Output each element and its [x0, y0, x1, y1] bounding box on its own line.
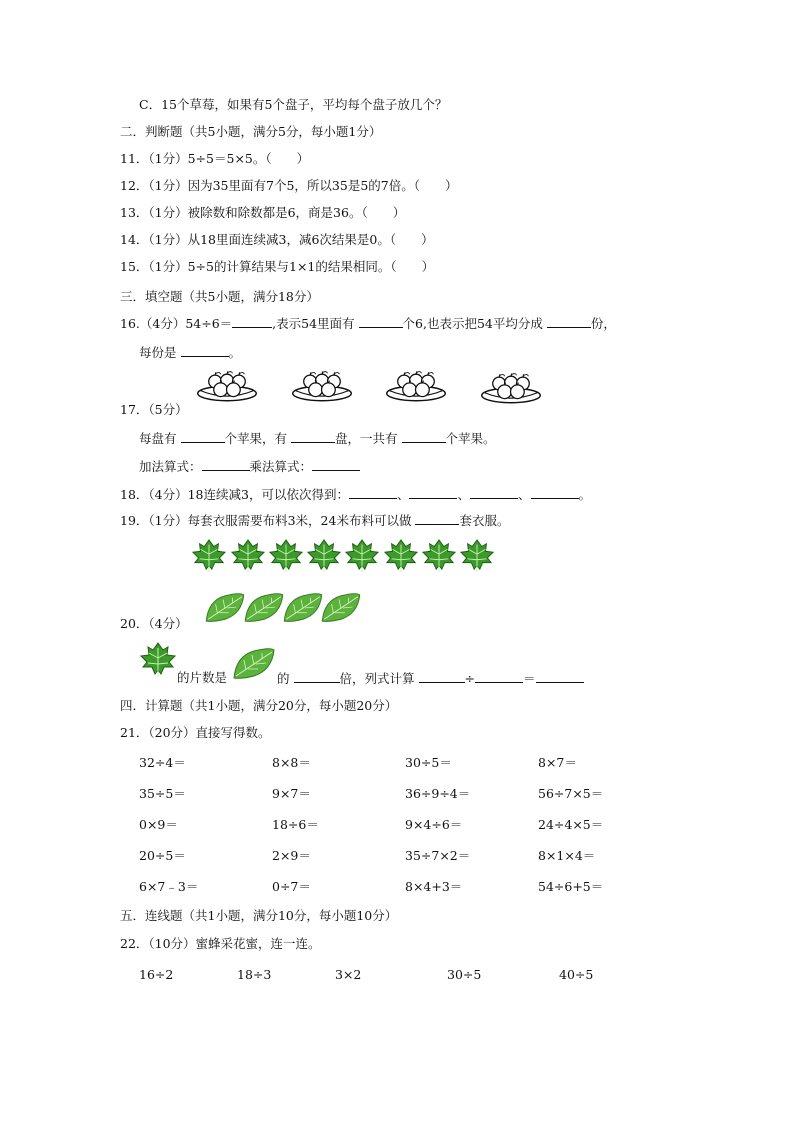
- q20-text-b: 的: [277, 671, 290, 686]
- question-15: 15．（1分）5÷5的计算结果与1×1的结果相同。（ ）: [120, 259, 435, 274]
- q16-text-d: 份，: [590, 316, 616, 331]
- q17-blank-add[interactable]: [202, 458, 250, 471]
- question-12: 12．（1分）因为35里面有7个5，所以35是5的7倍。（ ）: [120, 178, 458, 193]
- calc-item: 8×8＝: [272, 755, 311, 770]
- calc-item: 18÷6＝: [272, 817, 319, 832]
- question-21: 21．（20分）直接写得数。: [120, 725, 271, 740]
- oval-leaf-icon: [282, 593, 324, 623]
- calc-item: 32÷4＝: [139, 755, 186, 770]
- maple-leaf-icon: [307, 539, 341, 573]
- calc-item: 20÷5＝: [139, 848, 186, 863]
- question-22: 22．（10分）蜜蜂采花蜜，连一连。: [120, 936, 321, 951]
- q20-blank-4[interactable]: [536, 670, 584, 683]
- match-item[interactable]: 16÷2: [139, 967, 174, 982]
- section-4-title: 四．计算题（共1小题，满分20分，每小题20分）: [120, 698, 398, 713]
- q20-text-a: 的片数是: [177, 670, 228, 685]
- maple-leaf-icon: [460, 539, 494, 573]
- q18-blank-2[interactable]: [409, 486, 457, 499]
- maple-leaf-icon: [384, 539, 418, 573]
- match-item[interactable]: 18÷3: [237, 967, 272, 982]
- calc-item: 2×9＝: [272, 848, 311, 863]
- q19-text-a: 19．（1分）每套衣服需要布料3米，24米布料可以做: [120, 513, 412, 528]
- maple-leaf-icon: [345, 539, 379, 573]
- question-20-line: [277, 670, 584, 687]
- q17-blank-1[interactable]: [181, 430, 225, 443]
- calc-item: 56÷7×5＝: [538, 786, 604, 801]
- question-17-line-2: [139, 458, 360, 475]
- q17-blank-3[interactable]: [402, 430, 446, 443]
- q16-text-a: 16.（4分）54÷6＝: [120, 316, 233, 331]
- oval-leaf-icon: [232, 648, 276, 680]
- question-18: [120, 486, 591, 503]
- q16-text-e: 每份是: [139, 345, 177, 360]
- maple-leaf-icon: [422, 539, 456, 573]
- q16-blank-1[interactable]: [232, 315, 272, 328]
- question-13: 13．（1分）被除数和除数都是6，商是36。（ ）: [120, 205, 406, 220]
- question-17-label: 17．（5分）: [120, 402, 188, 417]
- calc-item: 6×7﹣3＝: [139, 879, 199, 894]
- calc-item: 35÷5＝: [139, 786, 186, 801]
- q16-text-f: 。: [228, 345, 242, 360]
- match-item[interactable]: 30÷5: [447, 967, 482, 982]
- apple-plate-icon: [384, 370, 448, 404]
- calc-item: 9×4÷6＝: [405, 817, 463, 832]
- match-item[interactable]: 3×2: [335, 967, 362, 982]
- calc-item: 30÷5＝: [405, 755, 452, 770]
- q20-div: ÷: [464, 671, 475, 686]
- q18-blank-3[interactable]: [470, 486, 518, 499]
- calc-item: 36÷9÷4＝: [405, 786, 471, 801]
- oval-leaf-icon: [320, 593, 362, 623]
- apple-plate-icon: [195, 370, 259, 404]
- q16-blank-3[interactable]: [547, 315, 591, 328]
- q19-blank[interactable]: [415, 512, 459, 525]
- calc-item: 0÷7＝: [272, 879, 311, 894]
- question-11: 11．（1分）5÷5＝5×5。（ ）: [120, 151, 310, 166]
- q17-text-f: 乘法算式：: [249, 459, 313, 474]
- maple-leaf-icon: [269, 539, 303, 573]
- q18-blank-4[interactable]: [531, 486, 579, 499]
- section-2-title: 二．判断题（共5小题，满分5分，每小题1分）: [120, 124, 382, 139]
- apple-plate-icon: [290, 370, 354, 404]
- calc-item: 54÷6+5＝: [538, 879, 604, 894]
- q18-blank-1[interactable]: [349, 486, 397, 499]
- section-5-title: 五．连线题（共1小题，满分10分，每小题10分）: [120, 908, 398, 923]
- q16-blank-4[interactable]: [181, 344, 229, 357]
- calc-item: 35÷7×2＝: [405, 848, 471, 863]
- question-20-label: 20．（4分）: [120, 616, 188, 631]
- q17-text-e: 加法算式：: [139, 459, 202, 474]
- q16-text-c: 个6,也表示把54平均分成: [402, 316, 543, 331]
- q20-blank-2[interactable]: [419, 670, 465, 683]
- q19-text-b: 套衣服。: [459, 513, 510, 528]
- section-3-title: 三．填空题（共5小题，满分18分）: [120, 289, 319, 304]
- q17-text-b: 个苹果，有: [224, 431, 288, 446]
- option-c: C．15个草莓，如果有5个盘子，平均每个盘子放几个？: [139, 97, 448, 112]
- q20-blank-3[interactable]: [475, 670, 523, 683]
- question-14: 14．（1分）从18里面连续减3，减6次结果是0。（ ）: [120, 232, 434, 247]
- calc-item: 9×7＝: [272, 786, 311, 801]
- q17-blank-mul[interactable]: [312, 458, 360, 471]
- apple-plate-icon: [479, 372, 543, 406]
- question-16: [120, 315, 616, 332]
- q18-sep: 、: [518, 487, 531, 502]
- calc-item: 0×9＝: [139, 817, 178, 832]
- calc-item: 8×4+3＝: [405, 879, 463, 894]
- calc-item: 24÷4×5＝: [538, 817, 604, 832]
- q18-text-a: 18．（4分）18连续减3，可以依次得到：: [120, 487, 349, 502]
- q16-blank-2[interactable]: [359, 315, 403, 328]
- oval-leaf-icon: [243, 593, 285, 623]
- question-16-line-2: [139, 344, 241, 361]
- question-17-line-1: [139, 430, 496, 447]
- q18-sep: 、: [396, 487, 410, 502]
- q20-eq: ＝: [522, 671, 536, 686]
- q18-end: 。: [578, 487, 592, 502]
- maple-leaf-icon: [140, 642, 176, 678]
- maple-leaf-icon: [231, 539, 265, 573]
- q17-text-d: 个苹果。: [445, 431, 496, 446]
- maple-leaf-icon: [192, 539, 226, 573]
- q20-text-c: 倍，列式计算: [339, 671, 415, 686]
- match-item[interactable]: 40÷5: [559, 967, 594, 982]
- q17-text-a: 每盘有: [139, 431, 177, 446]
- calc-item: 8×1×4＝: [538, 848, 596, 863]
- q16-text-b: ,表示54里面有: [272, 316, 355, 331]
- q18-sep: 、: [457, 487, 470, 502]
- q17-blank-2[interactable]: [291, 430, 335, 443]
- q17-text-c: 盘，一共有: [335, 431, 398, 446]
- calc-item: 8×7＝: [538, 755, 577, 770]
- q20-blank-1[interactable]: [294, 670, 340, 683]
- oval-leaf-icon: [204, 593, 246, 623]
- question-19: [120, 512, 509, 529]
